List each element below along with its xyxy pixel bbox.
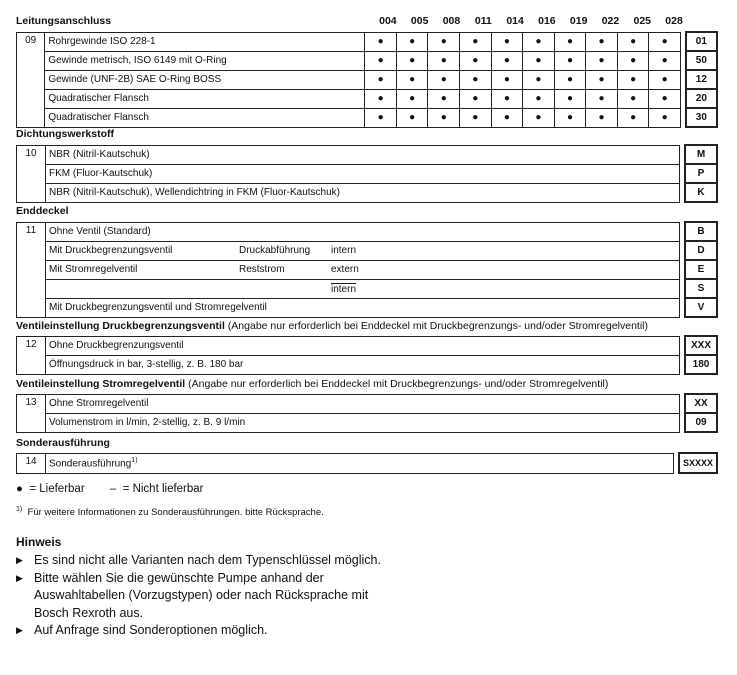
- size-label: 025: [633, 15, 652, 27]
- section-title: Leitungsanschluss: [16, 15, 112, 27]
- table-row: [17, 51, 718, 70]
- type-code: B: [685, 222, 717, 241]
- type-code: D: [685, 241, 717, 260]
- size-header: [372, 15, 690, 27]
- type-code: 30: [686, 108, 717, 127]
- availability-dot: ●: [523, 108, 555, 127]
- type-code: P: [685, 164, 717, 183]
- option-label: [45, 108, 365, 127]
- footnote-mark: 1): [16, 506, 23, 513]
- section-title: [16, 378, 608, 390]
- table-row: [17, 164, 718, 183]
- option-label: [46, 241, 680, 260]
- option-label: [46, 222, 680, 241]
- type-code: E: [685, 260, 717, 279]
- table-row: [17, 108, 718, 127]
- availability-dot: ●: [491, 32, 523, 51]
- section-title: [16, 320, 648, 332]
- availability-dot: ●: [586, 89, 618, 108]
- option-text: Quadratischer Flansch: [48, 93, 149, 104]
- option-label: [45, 51, 365, 70]
- option-text: Rohrgewinde ISO 228-1: [48, 36, 156, 47]
- table-row: [17, 336, 718, 355]
- type-code: XXX: [685, 336, 717, 355]
- table-leitungsanschluss: [16, 31, 718, 128]
- option-label: [46, 279, 680, 298]
- option-label: [46, 260, 680, 279]
- option-text: Ohne Stromregelventil: [49, 398, 149, 409]
- legend: [16, 483, 204, 495]
- availability-dot: ●: [428, 51, 460, 70]
- option-number: 13: [17, 394, 46, 432]
- option-label: [46, 145, 680, 164]
- availability-dot: ●: [617, 89, 649, 108]
- table-sonder: [16, 452, 718, 474]
- title: Ventileinstellung Stromregelventil: [16, 378, 186, 390]
- table-dbv: [16, 335, 718, 375]
- availability-dot: ●: [649, 32, 681, 51]
- hinweis-item: ▶ Bitte wählen Sie die gewünschte Pumpe anhand der Auswahltabellen (Vorzugstypen) oder nach Rücksprache mit Bosch Rexroth aus.: [16, 570, 396, 623]
- option-text: Sonderausführung: [49, 458, 132, 470]
- type-code: XX: [685, 394, 717, 413]
- note: (Angabe nur erforderlich bei Enddeckel mit Druckbegrenzungs- und/oder Stromregelventil): [188, 378, 609, 390]
- availability-dot: ●: [649, 108, 681, 127]
- availability-dot: ●: [554, 89, 586, 108]
- availability-dot: ●: [617, 32, 649, 51]
- section-title: Sonderausführung: [16, 437, 110, 449]
- table-row: [17, 222, 718, 241]
- table-row: [17, 145, 718, 164]
- legend-text: = Lieferbar: [29, 483, 85, 495]
- footnote: [16, 506, 324, 518]
- option-label: [46, 355, 680, 374]
- table-dichtungswerkstoff: [16, 144, 718, 203]
- option-label: [46, 183, 680, 202]
- type-code: 50: [686, 51, 717, 70]
- availability-dot: ●: [428, 32, 460, 51]
- type-code: M: [685, 145, 717, 164]
- availability-dot: ●: [586, 70, 618, 89]
- availability-dot: ●: [586, 51, 618, 70]
- option-sub-label: Druckabführung: [239, 245, 311, 256]
- type-code: V: [685, 298, 717, 317]
- table-row: [17, 355, 718, 374]
- type-code: 01: [686, 32, 717, 51]
- type-code: 20: [686, 89, 717, 108]
- option-text: Mit Stromregelventil: [49, 264, 138, 275]
- availability-dot: ●: [554, 32, 586, 51]
- option-text: Quadratischer Flansch: [48, 112, 149, 123]
- table-row: [17, 298, 718, 317]
- type-code: K: [685, 183, 717, 202]
- availability-dot: ●: [428, 89, 460, 108]
- table-enddeckel: [16, 221, 718, 318]
- availability-dot: ●: [491, 51, 523, 70]
- table-row: [17, 394, 718, 413]
- availability-dot: ●: [396, 32, 428, 51]
- type-code: SXXXX: [679, 453, 717, 473]
- option-label: [45, 70, 365, 89]
- availability-dot: ●: [554, 108, 586, 127]
- option-text: Gewinde (UNF-2B) SAE O-Ring BOSS: [48, 74, 222, 85]
- section-title: Dichtungswerkstoff: [16, 128, 115, 140]
- option-number: 11: [17, 222, 46, 317]
- size-label: 028: [665, 15, 683, 27]
- size-label: 019: [569, 15, 588, 27]
- title: Ventileinstellung Druckbegrenzungsventil: [16, 320, 225, 332]
- availability-dot: ●: [365, 51, 397, 70]
- option-text: NBR (Nitril-Kautschuk), Wellendichtring in FKM (Fluor-Kautschuk): [49, 187, 341, 198]
- type-code: 12: [686, 70, 717, 89]
- table-row: [17, 453, 718, 473]
- option-label: [45, 89, 365, 108]
- availability-dot: ●: [460, 32, 492, 51]
- table-row: [17, 32, 718, 51]
- size-label: 014: [506, 15, 524, 27]
- availability-dot: ●: [491, 89, 523, 108]
- option-label: [46, 394, 680, 413]
- availability-dot: ●: [523, 32, 555, 51]
- option-number: 10: [17, 145, 46, 202]
- table-row: [17, 413, 718, 432]
- option-label: [45, 32, 365, 51]
- dot-icon: ●: [16, 483, 23, 495]
- availability-dot: ●: [523, 70, 555, 89]
- option-text: NBR (Nitril-Kautschuk): [49, 149, 150, 160]
- availability-dot: ●: [428, 108, 460, 127]
- dash-icon: –: [109, 483, 117, 495]
- availability-dot: ●: [554, 70, 586, 89]
- option-text: Gewinde metrisch, ISO 6149 mit O-Ring: [48, 55, 227, 66]
- availability-dot: ●: [460, 51, 492, 70]
- option-variant: extern: [331, 264, 359, 275]
- table-row: [17, 89, 718, 108]
- option-variant: intern: [331, 245, 357, 256]
- availability-dot: ●: [365, 32, 397, 51]
- hinweis-title: Hinweis: [16, 535, 62, 549]
- option-variant: intern: [331, 283, 357, 295]
- option-label: [46, 453, 674, 473]
- size-label: 022: [601, 15, 620, 27]
- availability-dot: ●: [491, 108, 523, 127]
- availability-dot: ●: [365, 108, 397, 127]
- availability-dot: ●: [491, 70, 523, 89]
- hinweis-item: ▶ Auf Anfrage sind Sonderoptionen möglich.: [16, 622, 396, 640]
- availability-dot: ●: [649, 89, 681, 108]
- option-number: 09: [17, 32, 45, 127]
- footnote-text: Für weitere Informationen zu Sonderausführungen. bitte Rücksprache.: [27, 507, 324, 519]
- option-number: 12: [17, 336, 46, 374]
- availability-dot: ●: [396, 89, 428, 108]
- option-text: Ohne Druckbegrenzungsventil: [49, 340, 184, 351]
- note: (Angabe nur erforderlich bei Enddeckel mit Druckbegrenzungs- und/oder Stromregelventil): [227, 320, 649, 332]
- option-text: Volumenstrom in l/min, 2-stellig, z. B. 9 l/min: [49, 417, 246, 428]
- availability-dot: ●: [365, 70, 397, 89]
- hinweis-item: ▶ Es sind nicht alle Varianten nach dem Typenschlüssel möglich.: [16, 552, 396, 570]
- option-text: Mit Druckbegrenzungsventil: [49, 245, 173, 256]
- availability-dot: ●: [617, 51, 649, 70]
- availability-dot: ●: [554, 51, 586, 70]
- availability-dot: ●: [523, 89, 555, 108]
- availability-dot: ●: [523, 51, 555, 70]
- availability-dot: ●: [365, 89, 397, 108]
- availability-dot: ●: [586, 32, 618, 51]
- option-label: [46, 336, 680, 355]
- hinweis-list: [16, 552, 396, 640]
- availability-dot: ●: [586, 108, 618, 127]
- option-text: Öffnungsdruck in bar, 3-stellig, z. B. 180 bar: [49, 359, 244, 370]
- availability-dot: ●: [649, 70, 681, 89]
- option-label: [46, 298, 680, 317]
- availability-dot: ●: [396, 51, 428, 70]
- size-label: 004: [379, 15, 397, 27]
- option-number: 14: [17, 453, 46, 473]
- type-code: 180: [685, 355, 717, 374]
- availability-dot: ●: [617, 70, 649, 89]
- footnote-mark: 1): [131, 456, 138, 464]
- table-row: [17, 279, 718, 298]
- availability-dot: ●: [396, 108, 428, 127]
- option-label: [46, 413, 680, 432]
- availability-dot: ●: [617, 108, 649, 127]
- option-label: [46, 164, 680, 183]
- option-sub-label: Reststrom: [239, 264, 285, 275]
- type-code: 09: [685, 413, 717, 432]
- size-label: 008: [442, 15, 461, 27]
- table-stromregel: [16, 393, 718, 433]
- table-row: [17, 241, 718, 260]
- size-label: 011: [474, 15, 492, 27]
- legend-text: = Nicht lieferbar: [122, 483, 204, 495]
- type-code: S: [685, 279, 717, 298]
- option-text: Ohne Ventil (Standard): [49, 226, 151, 237]
- size-label: 005: [410, 15, 429, 27]
- availability-dot: ●: [428, 70, 460, 89]
- option-text: FKM (Fluor-Kautschuk): [49, 168, 153, 179]
- size-label: 016: [538, 15, 556, 27]
- availability-dot: ●: [460, 89, 492, 108]
- availability-dot: ●: [460, 108, 492, 127]
- table-row: [17, 260, 718, 279]
- option-text: Mit Druckbegrenzungsventil und Stromregelventil: [49, 302, 267, 313]
- availability-dot: ●: [460, 70, 492, 89]
- availability-dot: ●: [396, 70, 428, 89]
- table-row: [17, 183, 718, 202]
- table-row: [17, 70, 718, 89]
- availability-dot: ●: [649, 51, 681, 70]
- section-title: Enddeckel: [16, 205, 69, 217]
